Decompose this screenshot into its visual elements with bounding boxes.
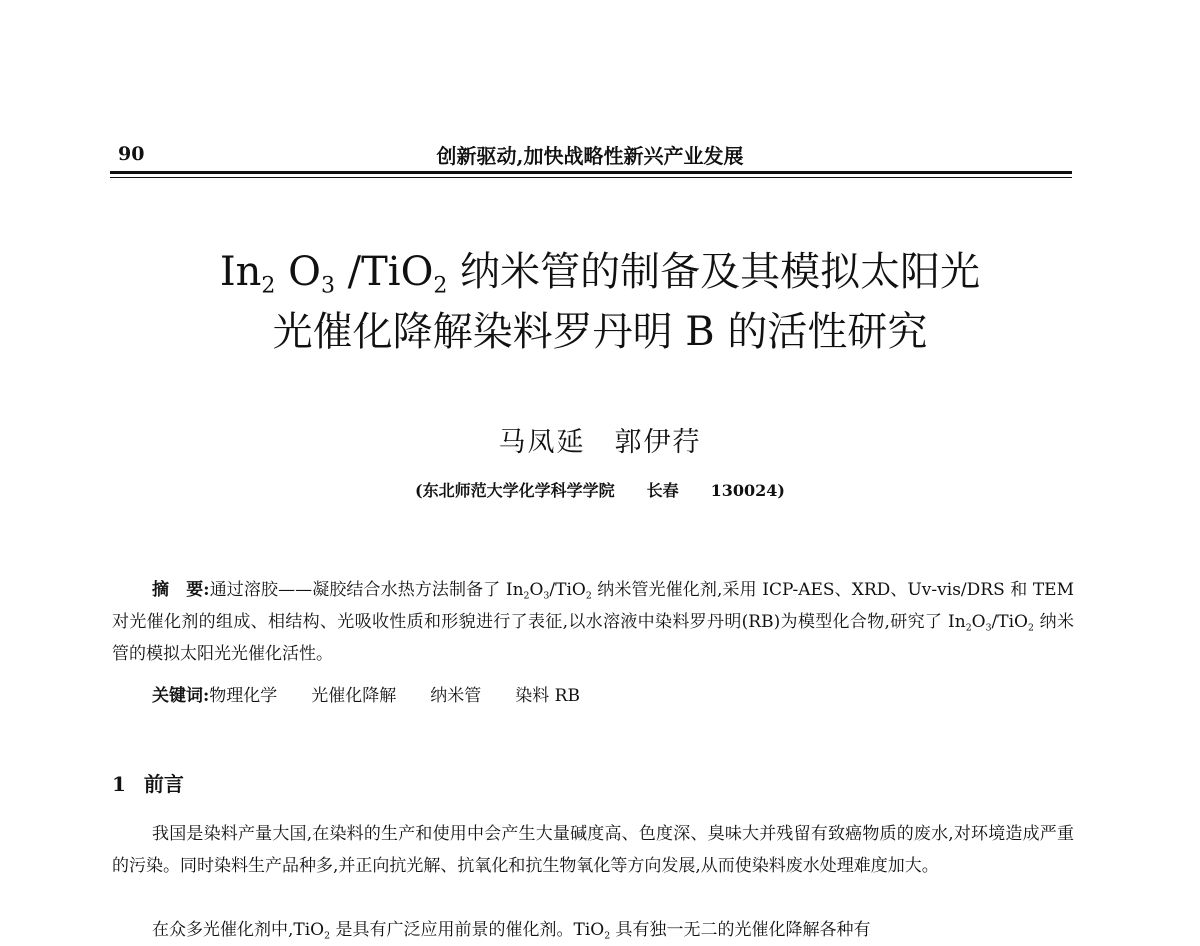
keyword: 染料 RB	[515, 686, 580, 706]
authors: 马凤延 郭伊荇	[498, 427, 702, 458]
keyword: 纳米管	[430, 686, 482, 706]
header-rule-thick	[110, 171, 1072, 174]
intro-paragraph-1: 我国是染料产量大国,在染料的生产和使用中会产生大量碱度高、色度深、臭味大并残留有致癌物质的废水,对环境造成严重的污染。同时染料生产品种多,并正向抗光解、抗氧化和抗生物氧化等方向发展,从而使染料废水处理难度加大。	[112, 824, 1074, 876]
keyword: 光催化降解	[311, 686, 397, 706]
affiliation: (东北师范大学化学科学学院 长春 130024)	[415, 481, 785, 500]
section-number: 1	[112, 772, 126, 796]
abstract: 摘 要:通过溶胶——凝胶结合水热方法制备了 $In_2O_3/TiO_2$ 纳米管光催化剂,采用 ICP-AES、XRD、Uv-vis/DRS 和 TEM 对光催化剂的组成、相结构、光吸收性质和形貌进行了表征,以水溶液中染料罗丹明(RB)为模型化合物,研究了 $In_2O_3/TiO_2$ 纳米管的模拟太阳光光催化活性。	[112, 580, 1075, 664]
intro-paragraph-2: 在众多光催化剂中,TiO$_2$ 是具有广泛应用前景的催化剂。TiO$_2$ 具有独一无二的光催化降解各种有	[152, 920, 871, 942]
running-header: 创新驱动,加快战略性新兴产业发展	[436, 144, 744, 168]
page-number: 90	[118, 143, 145, 165]
header-rule-thin	[110, 177, 1072, 178]
keywords	[112, 680, 1074, 712]
abstract-label: 摘 要:	[152, 580, 210, 600]
keyword: 物理化学	[209, 686, 278, 706]
paper-title-line-2: 光催化降解染料罗丹明 B 的活性研究	[272, 309, 928, 355]
paper-title-line-1: $In_2$ $O_3$ /TiO$_2$ 纳米管的制备及其模拟太阳光	[219, 249, 981, 299]
keywords-label: 关键词:	[152, 686, 210, 706]
section-heading	[112, 768, 184, 797]
section-title: 前言	[143, 772, 184, 796]
